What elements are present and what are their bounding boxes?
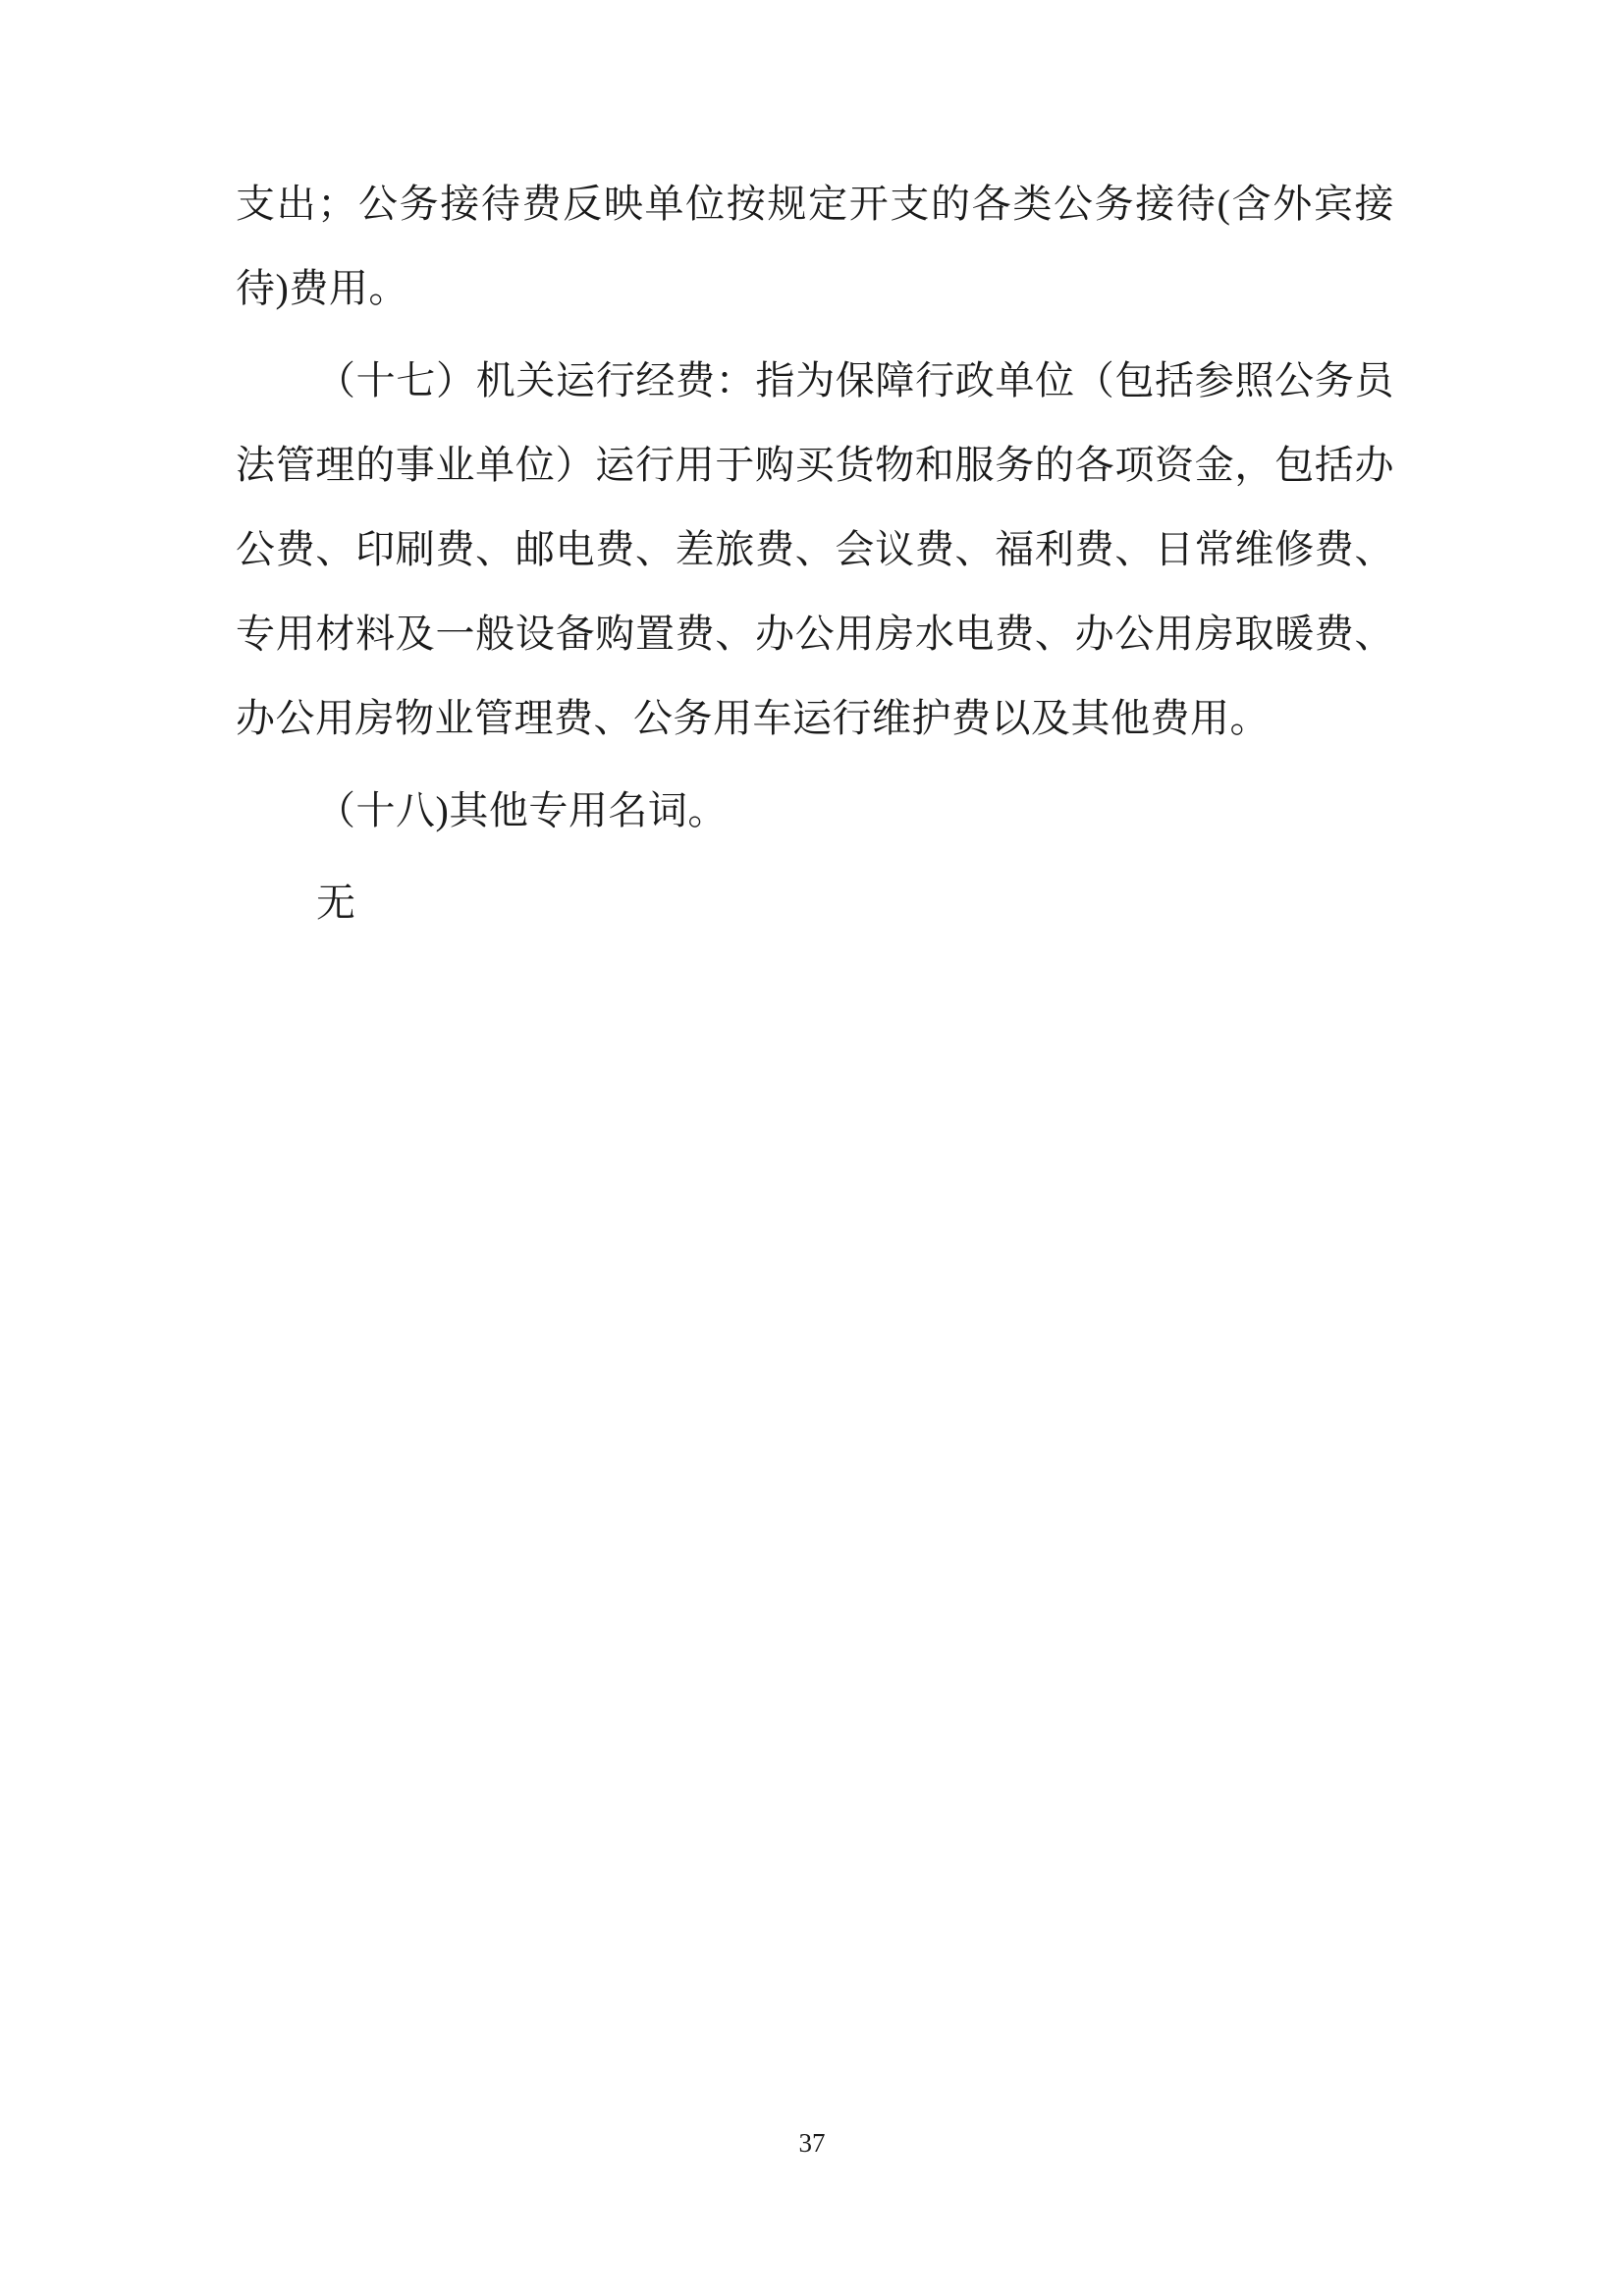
- document-body: [236, 162, 1394, 945]
- paragraph-spacer: [236, 761, 1394, 769]
- paragraph-item-18: （十八)其他专用名词。: [316, 788, 728, 832]
- paragraph-item-17: （十七）机关运行经费：指为保障行政单位（包括参照公务员法管理的事业单位）运行用于购买货物和服务的各项资金，包括办公费、印刷费、邮电费、差旅费、会议费、福利费、日常维修费、专用材料及一般设备购置费、办公用房水电费、办公用房取暖费、办公用房物业管理费、公务用车运行维护费以及其他费用。: [236, 358, 1394, 740]
- paragraph-continued-hospitality: 支出；公务接待费反映单位按规定开支的各类公务接待(含外宾接待)费用。: [236, 182, 1394, 310]
- paragraph-spacer: [236, 853, 1394, 861]
- paragraph-item-18-content: 无: [316, 881, 356, 925]
- page-number: 37: [798, 2128, 826, 2158]
- paragraph-spacer: [236, 331, 1394, 339]
